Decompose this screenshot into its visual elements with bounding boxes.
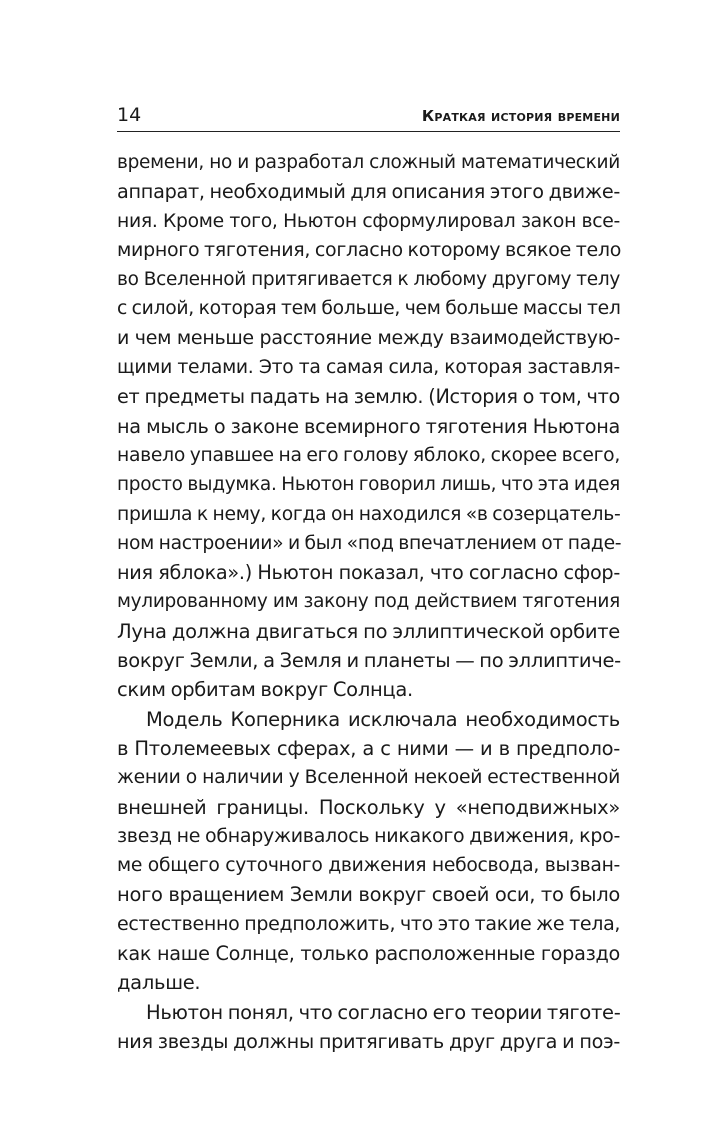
header-rule: [117, 131, 620, 132]
text-line: аппарат, необходимый для описания этого движе-: [117, 180, 621, 204]
running-title: Краткая история времени: [421, 107, 620, 125]
text-line: мулированному им закону под действием тяготения: [117, 591, 620, 613]
text-line: на мысль о законе всемирного тяготения Ньютона: [117, 414, 620, 438]
text-line: жении о наличии у Вселенной некоей естественной: [117, 767, 620, 789]
text-line: щими телами. Это та самая сила, которая заставля-: [117, 357, 620, 379]
text-line: Модель Коперника исключала необходимость: [146, 707, 620, 731]
text-line: ния звезды должны притягивать друг друга и поэ-: [117, 1029, 620, 1053]
text-line: времени, но и разработал сложный математический: [117, 152, 620, 173]
text-line: во Вселенной притягивается к любому другому телу: [117, 269, 620, 291]
text-line: ме общего суточного движения небосвода, вызван-: [117, 855, 620, 877]
text-line: вокруг Земли, а Земля и планеты — по эллиптиче-: [117, 649, 621, 673]
text-line: звезд не обнаруживалось никакого движения, кро-: [117, 824, 620, 847]
text-line: в Птолемеевых сферах, а с ними — и в предполо-: [117, 736, 620, 760]
text-line: с силой, которая тем больше, чем больше массы тел: [117, 298, 621, 320]
page-header: [117, 100, 620, 134]
text-line: просто выдумка. Ньютон говорил лишь, что эта идея: [117, 474, 620, 496]
body-text: [117, 148, 620, 1056]
text-line: мирного тяготения, согласно которому всякое тело: [117, 238, 622, 261]
text-line: навело упавшее на его голову яблоко, скорее всего,: [117, 444, 620, 466]
text-line: ния яблока».) Ньютон показал, что согласно сфор-: [117, 561, 620, 585]
text-line: ного вращением Земли вокруг своей оси, то было: [117, 883, 620, 907]
text-line: внешней границы. Поскольку у «неподвижных»: [117, 795, 620, 819]
text-line: дальше.: [117, 971, 201, 995]
text-line: ет предметы падать на землю. (История о том, что: [117, 385, 620, 409]
text-line: как наше Солнце, только расположенные гораздо: [117, 942, 620, 966]
text-line: ния. Кроме того, Ньютон сформулировал закон все-: [117, 210, 620, 232]
text-line: Ньютон понял, что согласно его теории тяготе-: [146, 1000, 621, 1024]
text-line: Луна должна двигаться по эллиптической орбите: [117, 619, 620, 643]
text-line: и чем меньше расстояние между взаимодействую-: [117, 326, 620, 349]
text-line: пришла к нему, когда он находился «в созерцатель-: [117, 503, 621, 525]
text-line: ским орбитам вокруг Солнца.: [117, 678, 413, 702]
page-number: 14: [117, 104, 142, 126]
text-line: ном настроении» и был «под впечатлением от паде-: [117, 532, 622, 554]
text-line: естественно предположить, что это такие же тела,: [117, 912, 621, 935]
